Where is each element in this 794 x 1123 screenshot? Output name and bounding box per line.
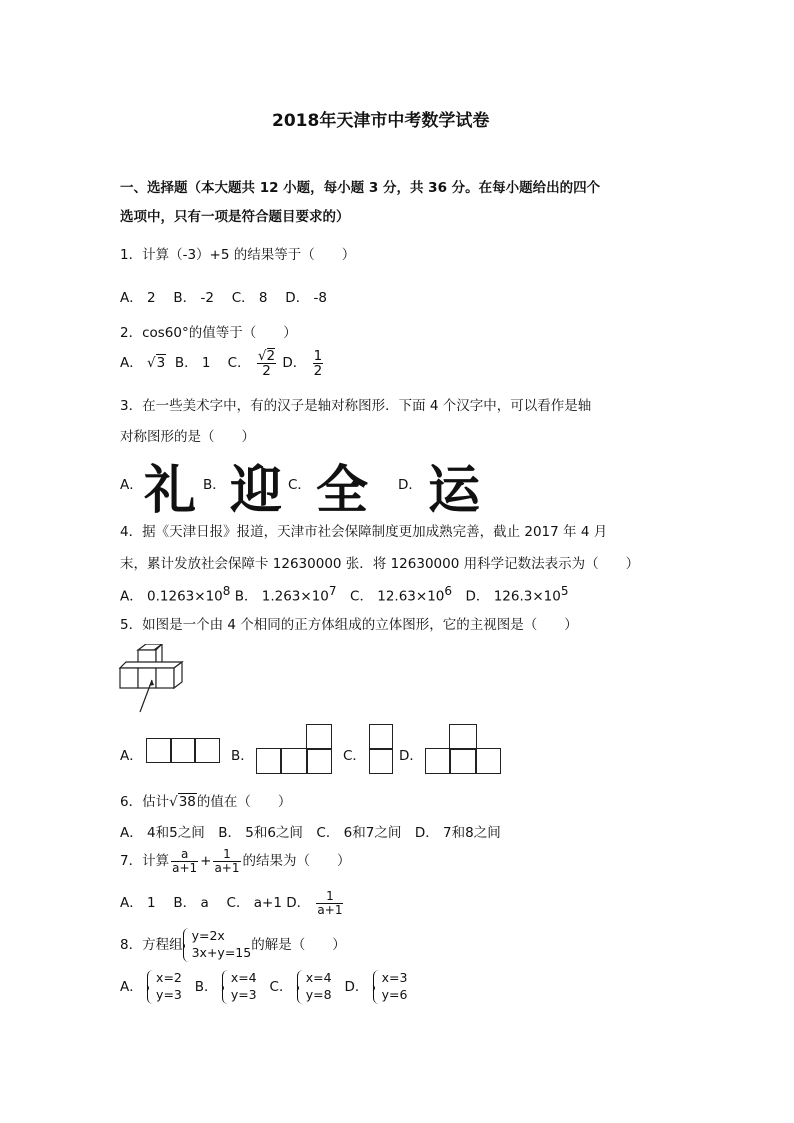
q3-stem-line2: 对称图形的是（ ） bbox=[120, 429, 255, 445]
q8-eq1: y=2x bbox=[191, 928, 225, 943]
q7-stem-post: 的结果为（ ） bbox=[242, 853, 351, 870]
q3-option-d-char: 运 bbox=[428, 461, 481, 521]
q7-fraction-1-den: a+1 bbox=[172, 860, 198, 875]
q5-option-d-figure bbox=[425, 724, 501, 774]
q7-fraction-2 bbox=[213, 848, 240, 874]
q5-option-a-label: A． bbox=[120, 748, 143, 764]
q6-stem-post: 的值在（ ） bbox=[196, 794, 292, 810]
q5-option-a-figure bbox=[146, 738, 220, 763]
q2-option-c-label: C． bbox=[227, 355, 251, 372]
q8-stem-post: 的解是（ ） bbox=[251, 936, 346, 953]
q4-option-b: B． 1.263×10 bbox=[230, 588, 329, 605]
q8-option-a-label: A． bbox=[120, 978, 143, 995]
q8-option-c-label: C． bbox=[269, 978, 293, 995]
q8-option-d-label: D． bbox=[344, 978, 369, 995]
q4-option-a-exp: 8 bbox=[222, 584, 231, 598]
q8-options bbox=[120, 970, 407, 1004]
q5-option-b-label: B． bbox=[231, 748, 254, 764]
q3-option-b-char: 迎 bbox=[230, 461, 283, 521]
q8-option-d-eq2: y=6 bbox=[381, 986, 408, 1002]
q3-option-a-char: 礼 bbox=[144, 461, 197, 521]
q4-options bbox=[120, 584, 569, 605]
q2-option-a-sqrt: √3 bbox=[147, 355, 166, 372]
q7-fraction-1 bbox=[171, 848, 198, 874]
q5-option-c-figure bbox=[369, 724, 393, 774]
q4-stem-line1: 4．据《天津日报》报道，天津市社会保障制度更加成熟完善，截止 2017 年 4 月 bbox=[120, 524, 608, 540]
q8-option-a-system bbox=[147, 970, 182, 1004]
q8-option-d-system bbox=[373, 970, 408, 1004]
q2-option-b: B． 1 bbox=[174, 355, 211, 372]
section-heading-line2: 选项中，只有一项是符合题目要求的） bbox=[120, 209, 350, 225]
q3-option-d-label: D． bbox=[398, 477, 422, 493]
q2-stem: 2．cos60°的值等于（ ） bbox=[120, 325, 297, 341]
q5-option-c-label: C． bbox=[343, 748, 366, 764]
page-title: 2018年天津市中考数学试卷 bbox=[272, 111, 490, 131]
q6-stem bbox=[120, 790, 291, 810]
q2-option-c-numerator: 2 bbox=[266, 348, 276, 364]
q2-option-d-label: D． bbox=[282, 355, 307, 372]
q8-stem bbox=[120, 928, 346, 962]
q7-options bbox=[120, 890, 345, 916]
q7-stem-pre: 7．计算 bbox=[120, 853, 170, 870]
section-heading-line1: 一、选择题（本大题共 12 小题，每小题 3 分，共 36 分。在每小题给出的四个 bbox=[120, 180, 601, 196]
q3-option-b-label: B． bbox=[203, 477, 226, 493]
q3-option-a-label: A． bbox=[120, 477, 143, 493]
q7-stem bbox=[120, 848, 351, 874]
q4-option-c-exp: 6 bbox=[444, 584, 453, 598]
q6-radicand: 38 bbox=[178, 794, 196, 810]
q8-equation-system bbox=[183, 928, 252, 962]
q6-options: A． 4和5之间 B． 5和6之间 C． 6和7之间 D． 7和8之间 bbox=[120, 825, 501, 841]
q7-fraction-2-num: 1 bbox=[213, 848, 240, 862]
q8-eq2: 3x+y=15 bbox=[191, 944, 252, 960]
q7-plus: + bbox=[200, 853, 212, 870]
q5-option-d-label: D． bbox=[399, 748, 423, 764]
q7-fraction-2-den: a+1 bbox=[214, 860, 240, 875]
q8-option-c-eq1: x=4 bbox=[305, 970, 332, 985]
q8-option-c-system bbox=[297, 970, 332, 1004]
q6-sqrt: √38 bbox=[169, 794, 196, 810]
q7-option-d-den: a+1 bbox=[317, 902, 343, 917]
q8-option-a-eq1: x=2 bbox=[156, 970, 182, 985]
q4-stem-line2: 末，累计发放社会保障卡 12630000 张．将 12630000 用科学记数法表示为（ ） bbox=[120, 556, 640, 572]
q2-option-a-label: A． bbox=[120, 355, 143, 372]
q4-option-a: A． 0.1263×10 bbox=[120, 588, 223, 605]
q2-option-d-numerator: 1 bbox=[313, 347, 323, 364]
q2-option-d-denominator: 2 bbox=[313, 362, 323, 379]
q7-option-d-fraction bbox=[316, 890, 343, 916]
q5-stem: 5．如图是一个由 4 个相同的正方体组成的立体图形，它的主视图是（ ） bbox=[120, 617, 578, 633]
q7-fraction-1-num: a bbox=[171, 848, 198, 862]
q1-options: A． 2 B． -2 C． 8 D． -8 bbox=[120, 290, 327, 306]
q8-option-b-eq1: x=4 bbox=[230, 970, 257, 985]
q8-option-c-eq2: y=8 bbox=[305, 986, 332, 1002]
q2-option-c-denominator: 2 bbox=[262, 363, 271, 380]
q8-option-b-eq2: y=3 bbox=[230, 986, 257, 1002]
q4-option-d: D． 126.3×10 bbox=[452, 588, 561, 605]
q4-option-d-exp: 5 bbox=[560, 584, 569, 598]
q2-options bbox=[120, 348, 325, 378]
q8-option-a-eq2: y=3 bbox=[156, 986, 182, 1002]
q2-option-a-radicand: 3 bbox=[156, 355, 166, 372]
q6-stem-pre: 6．估计 bbox=[120, 794, 170, 810]
q3-option-c-label: C． bbox=[288, 477, 311, 493]
q2-option-d-fraction bbox=[313, 349, 324, 378]
q8-stem-pre: 8．方程组 bbox=[120, 936, 183, 953]
q3-option-c-char: 全 bbox=[316, 461, 369, 521]
q2-option-c-fraction: $\frac{√2}{2}$ bbox=[257, 348, 276, 380]
q8-option-d-eq1: x=3 bbox=[381, 970, 408, 985]
q5-option-b-figure bbox=[256, 724, 332, 774]
q5-solid-figure bbox=[118, 644, 190, 714]
q8-option-b-label: B． bbox=[194, 978, 218, 995]
q4-option-b-exp: 7 bbox=[328, 584, 337, 598]
q7-option-d-num: 1 bbox=[316, 890, 343, 904]
q3-stem-line1: 3．在一些美术字中，有的汉子是轴对称图形．下面 4 个汉字中，可以看作是轴 bbox=[120, 398, 592, 414]
q8-option-b-system bbox=[222, 970, 257, 1004]
q4-option-c: C． 12.63×10 bbox=[336, 588, 445, 605]
q7-options-text: A． 1 B． a C． a+1 D． bbox=[120, 895, 311, 912]
q1-stem: 1．计算（-3）+5 的结果等于（ ） bbox=[120, 247, 356, 263]
